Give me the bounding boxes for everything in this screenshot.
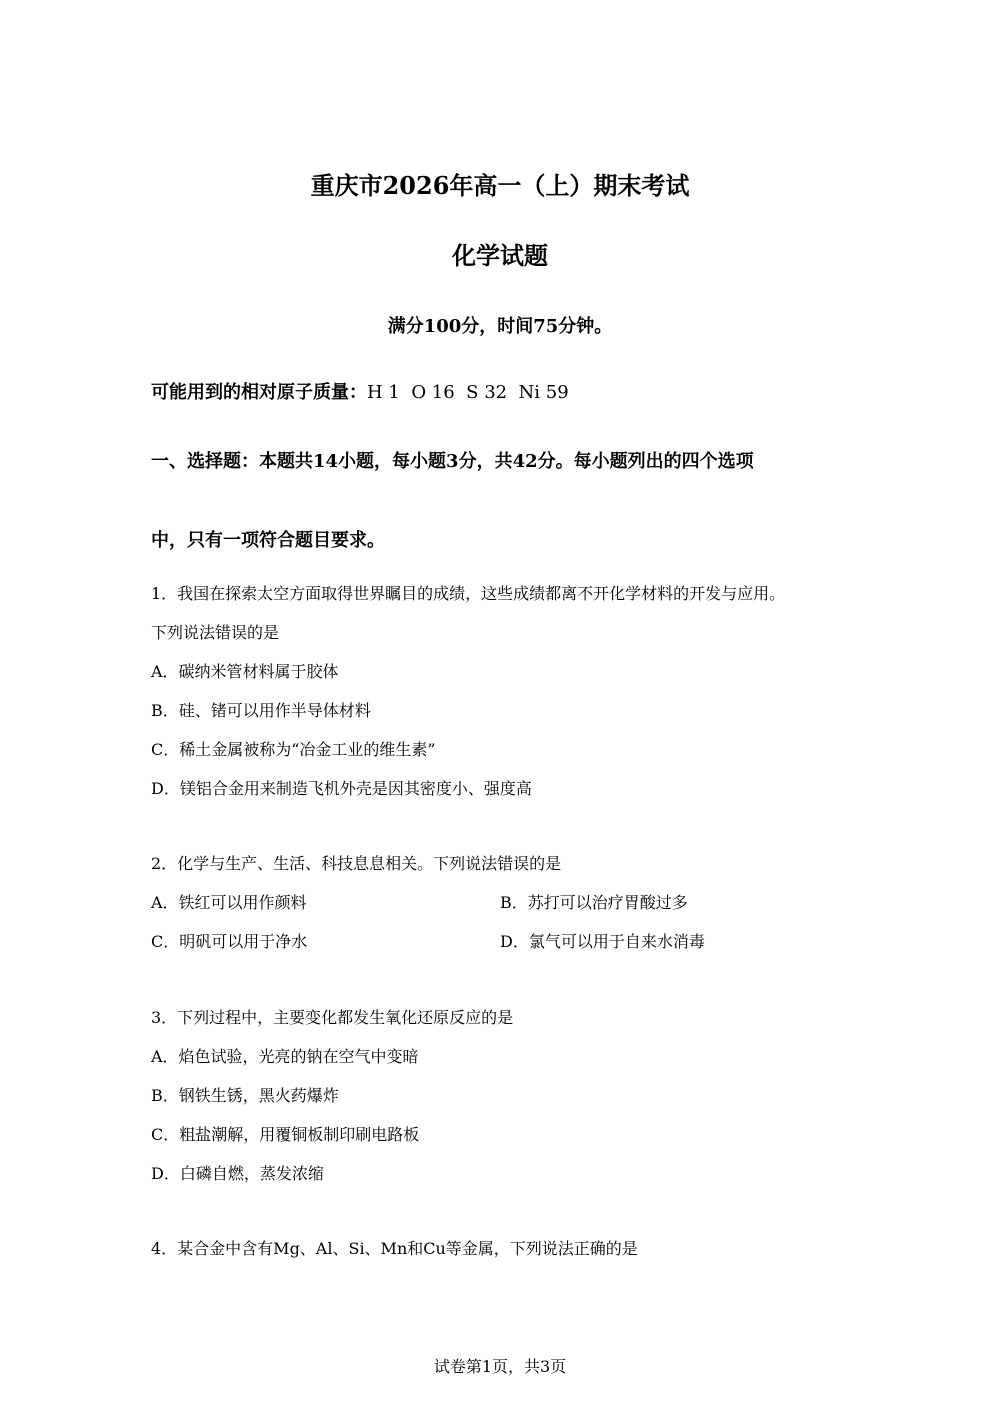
option-a: A．焰色试验，光亮的钠在空气中变暗 (151, 1047, 419, 1066)
section-heading-line2: 中，只有一项符合题目要求。 (151, 530, 385, 551)
option-b: B．硅、锗可以用作半导体材料 (151, 701, 371, 720)
option-c: C．稀土金属被称为“冶金工业的维生素” (151, 740, 436, 759)
option-c: C．粗盐潮解，用覆铜板制印刷电路板 (151, 1125, 420, 1144)
option-c: C．明矾可以用于净水 (151, 932, 308, 951)
option-d: D．氯气可以用于自来水消毒 (500, 932, 705, 951)
section-heading-line1: 一、选择题：本题共14小题，每小题3分，共42分。每小题列出的四个选项 (151, 451, 754, 472)
page-footer: 试卷第1页，共3页 (433, 1357, 567, 1376)
question-stem: 2．化学与生产、生活、科技息息相关。下列说法错误的是 (151, 854, 562, 873)
question-stem: 4．某合金中含有Mg、Al、Si、Mn和Cu等金属，下列说法正确的是 (151, 1239, 638, 1258)
option-b: B．钢铁生锈，黑火药爆炸 (151, 1086, 339, 1105)
option-d: D．镁铝合金用来制造飞机外壳是因其密度小、强度高 (151, 779, 532, 798)
option-b: B．苏打可以治疗胃酸过多 (500, 893, 688, 912)
atomic-mass-line (151, 384, 569, 402)
option-a: A．碳纳米管材料属于胶体 (151, 662, 339, 681)
question-stem: 1．我国在探索太空方面取得世界瞩目的成绩，这些成绩都离不开化学材料的开发与应用。 (151, 584, 786, 603)
option-d: D．白磷自燃，蒸发浓缩 (151, 1164, 324, 1183)
score-time-note: 满分100分，时间75分钟。 (387, 316, 613, 337)
exam-title: 重庆市2026年高一（上）期末考试 (310, 171, 690, 200)
atomic-mass-values: H 1 O 16 S 32 Ni 59 (367, 382, 569, 403)
atomic-mass-label: 可能用到的相对原子质量： (151, 382, 367, 403)
question-stem: 3．下列过程中，主要变化都发生氧化还原反应的是 (151, 1008, 514, 1027)
question-stem-continued: 下列说法错误的是 (151, 623, 280, 642)
option-a: A．铁红可以用作颜料 (151, 893, 307, 912)
subject-title: 化学试题 (452, 241, 548, 270)
